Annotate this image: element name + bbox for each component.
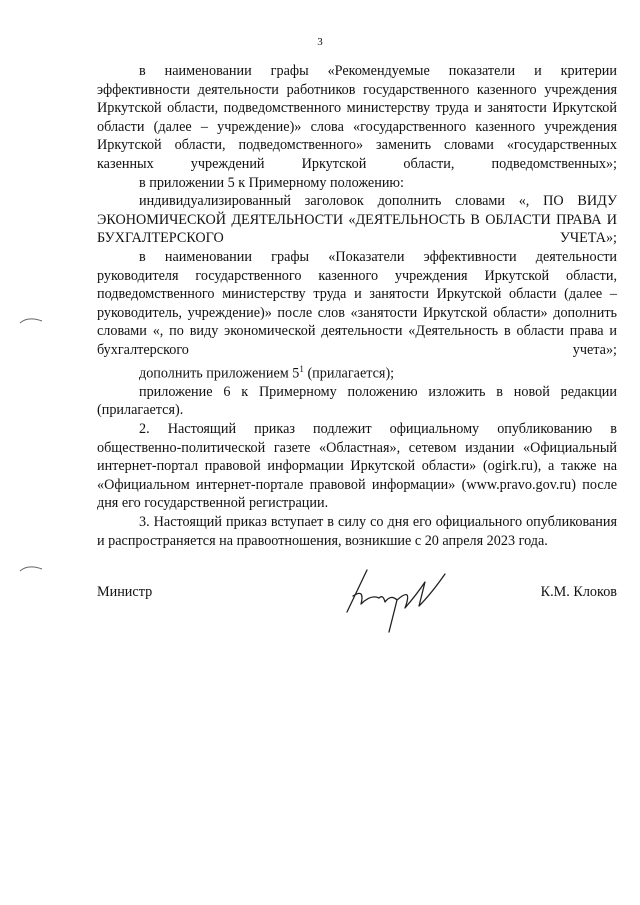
paragraph-amend-indicators: в наименовании графы «Показатели эффективности деятельности руководителя государственного казенного учреждения Иркутской области, подведомственного министерству труда и занятости Иркутской области (далее – руководитель, учреждение)» после слов «занятости Иркутской области» дополнить словами «, по виду экономической деятельности «Деятельность в области права и бухгалтерского учета»; bbox=[97, 248, 617, 358]
add-appendix-tail: (прилагается); bbox=[303, 365, 395, 382]
paragraph-add-appendix bbox=[97, 360, 617, 383]
paragraph-appendix-6: приложение 6 к Примерному положению изложить в новой редакции (прилагается). bbox=[97, 383, 617, 419]
add-appendix-text: дополнить приложением 5 bbox=[139, 365, 300, 382]
paragraph-heading-addition: индивидуализированный заголовок дополнить словами «, ПО ВИДУ ЭКОНОМИЧЕСКОЙ ДЕЯТЕЛЬНОСТИ «ДЕЯТЕЛЬНОСТЬ В ОБЛАСТИ ПРАВА И БУХГАЛТЕРСКОГО УЧЕТА»; bbox=[97, 193, 617, 247]
paragraph-amend-column-title: в наименовании графы «Рекомендуемые показатели и критерии эффективности деятельности работников государственного казенного учреждения Иркутской области, подведомственного министерству труда и занятости Иркутской области (далее – учреждение)» слова «государственного казенного учреждения Иркутской области, подведомственного» заменить словами «государственных казенных учреждений Иркутской области, подведомственных»; bbox=[97, 63, 617, 172]
document-body bbox=[97, 62, 617, 550]
appendix-superscript: 1 bbox=[299, 363, 304, 374]
margin-punch-mark bbox=[18, 562, 44, 574]
signature-block bbox=[97, 584, 617, 614]
page-number: 3 bbox=[317, 36, 323, 48]
paragraph-appendix-5: в приложении 5 к Примерному положению: bbox=[139, 174, 404, 191]
paragraph-effective-date: 3. Настоящий приказ вступает в силу со дня его официального опубликования и распространяется на правоотношения, возникшие с 20 апреля 2023 года. bbox=[97, 513, 617, 549]
signatory-title: Министр bbox=[97, 584, 153, 600]
signatory-name: К.М. Клоков bbox=[540, 584, 617, 600]
margin-punch-mark bbox=[18, 314, 44, 326]
paragraph-publication: 2. Настоящий приказ подлежит официальному опубликованию в общественно-политической газете «Областная», сетевом издании «Официальный интернет-портал правовой информации Иркутской области» (ogirk.ru), а также на «Официальном интернет-портале правовой информации» (www.pravo.gov.ru) после дня его государственной регистрации. bbox=[97, 421, 617, 512]
handwritten-signature bbox=[327, 564, 467, 634]
